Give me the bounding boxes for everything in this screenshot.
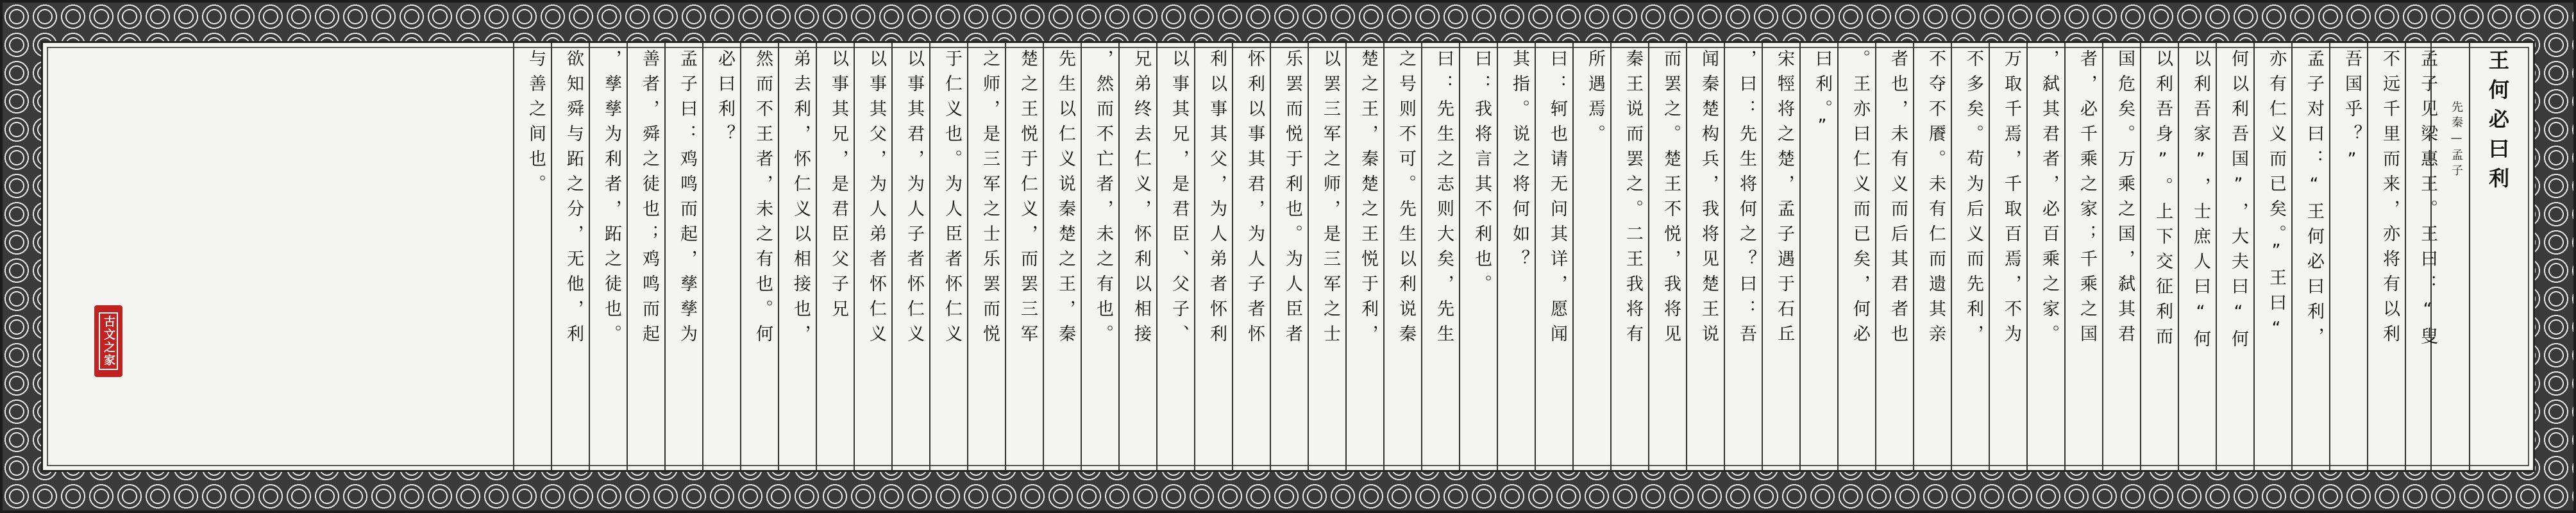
red-seal-stamp — [94, 305, 122, 377]
text-column: 者，必千乘之家；千乘之国 — [2077, 49, 2097, 349]
text-column: 楚之王悦于仁义，而罢三军 — [1018, 49, 1038, 349]
seal-text: 古文之家 — [99, 312, 118, 370]
text-column: 国危矣。万乘之国，弑其君 — [2115, 49, 2135, 349]
text-column: 以事其兄，是君臣、父子、 — [1169, 49, 1189, 349]
text-column: 以利吾身”。上下交征利而 — [2153, 49, 2173, 352]
column-rule — [513, 43, 514, 470]
text-column: 弟去利，怀仁义以相接也， — [791, 49, 811, 349]
text-column: 以罢三军之师，是三军之士 — [1320, 49, 1340, 349]
text-column: 以事其君，为人子者怀仁义 — [904, 49, 924, 349]
text-column: ，弑其君者，必百乘之家。 — [2039, 49, 2059, 349]
text-column: 闻秦楚构兵，我将见楚王说 — [1699, 49, 1719, 349]
text-column: 。王亦曰仁义而已矣，何必 — [1850, 49, 1870, 349]
paper-panel — [41, 41, 2535, 472]
text-column: 孟子见梁惠王。王曰：“叟 — [2418, 49, 2437, 352]
poem-title: 王何必曰利 — [2486, 49, 2510, 197]
text-column: 欲知舜与跖之分，无他，利 — [564, 49, 584, 349]
text-column: 曰：轲也请无问其详，愿闻 — [1547, 49, 1567, 349]
text-column: 不远千里而来，亦将有以利 — [2380, 49, 2400, 349]
text-column: 所遇焉。 — [1585, 49, 1605, 149]
text-column: 楚之王，秦楚之王悦于利， — [1358, 49, 1378, 349]
text-column: 曰：先生之志则大矣，先生 — [1434, 49, 1454, 349]
text-column: 以事其父，为人弟者怀仁义 — [866, 49, 886, 349]
text-column: 然而不王者，未之有也。何 — [753, 49, 773, 349]
text-column: 不多矣。苟为后义而先利， — [1964, 49, 1983, 349]
text-column: 先生以仁义说秦楚之王，秦 — [1056, 49, 1075, 349]
text-column: 何以利吾国”，大夫曰“何 — [2228, 49, 2248, 355]
text-column: ，然而不亡者，未之有也。 — [1093, 49, 1113, 349]
text-column: 以利吾家”，士庶人曰“何 — [2191, 49, 2210, 355]
text-column: 曰：我将言其不利也。 — [1472, 49, 1492, 299]
text-column: 宋牼将之楚，孟子遇于石丘 — [1774, 49, 1794, 349]
column-rule — [2469, 43, 2470, 470]
text-column: 者也，未有义而后其君者也 — [1888, 49, 1908, 349]
text-column: 利以事其父，为人弟者怀利 — [1207, 49, 1227, 349]
text-column: 乐罢而悦于利也。为人臣者 — [1283, 49, 1302, 349]
text-column: 怀利以事其君，为人子者怀 — [1245, 49, 1265, 349]
text-column: ，曰：先生将何之？曰：吾 — [1737, 49, 1756, 349]
text-column: 吾国乎？” — [2342, 49, 2362, 177]
text-column: 孟子曰：鸡鸣而起，孳孳为 — [677, 49, 697, 349]
text-column: 而罢之。楚王不悦，我将见 — [1661, 49, 1681, 349]
text-column: 不夺不餍。未有仁而遗其亲 — [1926, 49, 1946, 349]
text-column: 万取千焉，千取百焉，不为 — [2001, 49, 2021, 349]
text-column: 孟子对曰：“王何必曰利， — [2304, 49, 2324, 352]
poem-byline: 先秦—孟子 — [2450, 101, 2463, 180]
text-column: 之师，是三军之士乐罢而悦 — [980, 49, 1000, 349]
text-column: ，孳孳为利者，跖之徒也。 — [602, 49, 621, 349]
text-column: 必曰利？ — [715, 49, 735, 149]
text-column: 其指。说之将何如？ — [1510, 49, 1529, 274]
text-column: 之号则不可。先生以利说秦 — [1396, 49, 1416, 349]
text-column: 秦王说而罢之。二王我将有 — [1623, 49, 1643, 349]
text-column: 亦有仁义而已矣。”王曰“ — [2266, 49, 2286, 346]
text-column: 与善之间也。 — [526, 49, 546, 199]
text-column: 以事其兄，是君臣父子兄 — [829, 49, 848, 324]
text-column: 兄弟终去仁义，怀利以相接 — [1131, 49, 1151, 349]
text-column: 曰利。” — [1812, 49, 1832, 144]
text-column: 于仁义也。为人臣者怀仁义 — [942, 49, 962, 349]
text-column: 善者，舜之徒也；鸡鸣而起 — [639, 49, 659, 349]
